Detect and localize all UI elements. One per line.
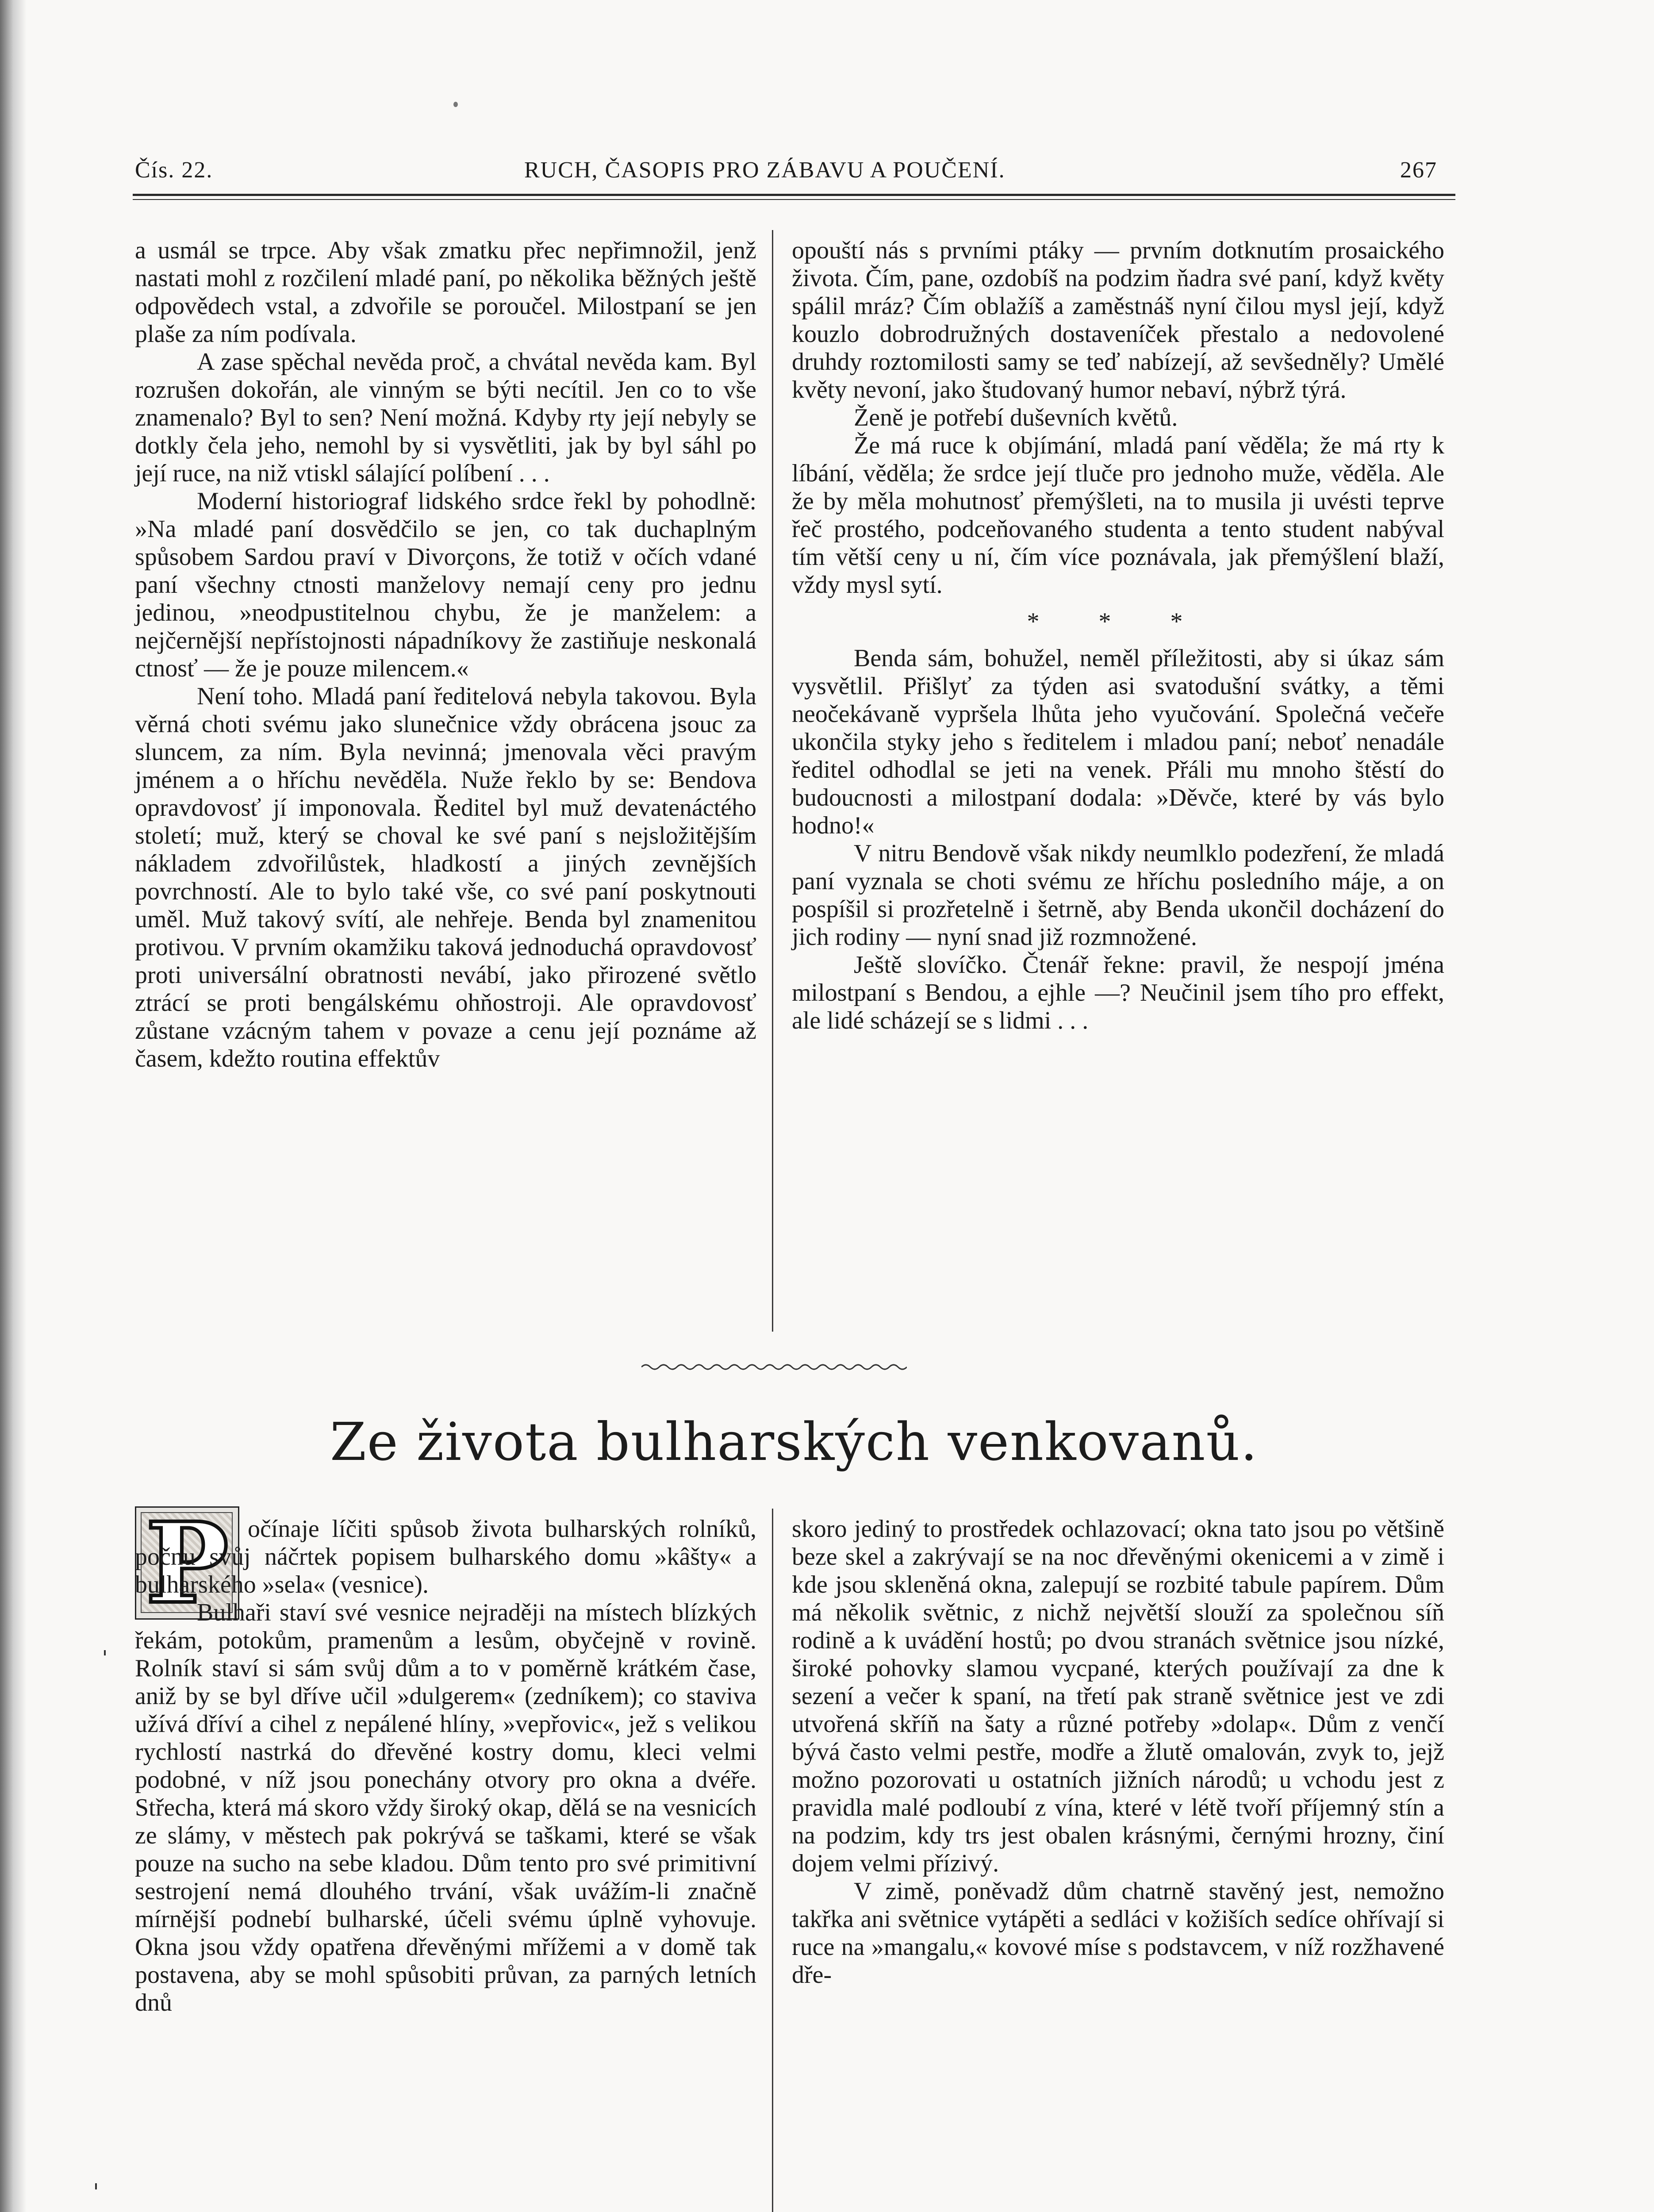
paragraph: A zase spěchal nevěda proč, a chvátal nevěda kam. Byl rozrušen dokořán, ale vinným se býti necítil. Jen co to vše znamenalo? Byl to sen? Není možná. Kdyby rty její nebyly se dotkly čela jeho, nemohl by si vysvětliti, jak by byl sáhl po její ruce, na niž vtiskl sálající políbení . . . xyxy=(135,348,756,487)
section-separator: * * * xyxy=(1027,608,1209,635)
initial-letter: P xyxy=(146,1498,229,1628)
page-edge-shadow xyxy=(0,0,27,2212)
article-column-left xyxy=(135,1515,756,2017)
header-rule-thick xyxy=(133,194,1455,196)
paragraph: Není toho. Mladá paní ředitelová nebyla takovou. Byla věrná choti svému jako slunečnice vždy obrácena jsouc za sluncem, za ním. Byla nevinná; jmenovala věci pravým jménem a o hříchu nevěděla. Nuže řeklo by se: Bendova opravdovosť jí imponovala. Ředitel byl muž devatenáctého století; muž, který se choval ke své paní s nejsložitějším nákladem zdvořilůstek, hladkostí a jiných zevnějších povrchností. Ale to bylo také vše, co své paní poskytnouti uměl. Muž takový svítí, ale nehřeje. Benda byl znamenitou protivou. V prvním okamžiku taková jednoduchá opravdovosť proti universální obratnosti nevábí, jako přirozené světlo ztrácí se proti bengálskému ohňostroji. Ale opravdovosť zůstane vzácným tahem v povaze a cenu její poznáme až časem, kdežto routina effektův xyxy=(135,683,756,1072)
wavy-divider xyxy=(641,1360,907,1374)
paragraph: očínaje líčiti spůsob života bulharských rolníků, počnu svůj náčrtek popisem bulharského domu »kâšty« a bulharského »sela« (vesnice). xyxy=(135,1515,756,1598)
paragraph: a usmál se trpce. Aby však zmatku přec nepřimnožil, jenž nastati mohl z rozčilení mladé paní, po několika běžných ještě odpovědech vstal, a zdvořile se poroučel. Milostpaní se jen plaše za ním podívala. xyxy=(135,237,756,348)
page-number: 267 xyxy=(1400,157,1437,183)
print-speck xyxy=(453,102,458,107)
header-rule-thin xyxy=(133,199,1455,200)
story-column-left xyxy=(135,237,756,1073)
column-divider xyxy=(772,1509,773,2212)
running-header xyxy=(135,157,1437,188)
paragraph: skoro jediný to prostředek ochlazovací; okna tato jsou po většině beze skel a zakrývají se na noc dřevěnými okenicemi a v zimě i kde jsou skleněná okna, zalepují se rozbité tabule papírem. Dům má několik světnic, z nichž největší slouží za společnou síň rodině a k uvádění hostů; po dvou stranách světnice jsou nízké, široké pohovky slamou vycpané, kterých používají za dne k sezení a večer k spaní, na třetí pak straně světnice jest ve zdi utvořená skříň na šaty a různé potřeby »dolap«. Dům z venčí bývá často velmi pestře, modře a žlutě omalován, zvyk to, jejž možno pozorovati u ostatních jižních národů; u vchodu jest z pravidla malé podloubí z vína, které v létě tvoří příjemný stín a na podzim, kdy trs jest obalen krásnými, černými hrozny, činí dojem velmi přízivý. xyxy=(792,1515,1444,1877)
article-column-right xyxy=(792,1515,1444,1989)
paragraph: Ještě slovíčko. Čtenář řekne: pravil, že nespojí jména milostpaní s Bendou, a ejhle —? Neučinil jsem tího pro effekt, ale lidé scházejí se s lidmi . . . xyxy=(792,951,1444,1034)
paragraph: Ženě je potřebí duševních květů. xyxy=(854,404,1178,431)
paragraph: Bulhaři staví své vesnice nejraději na místech blízkých řekám, potokům, pramenům a lesům, obyčejně v rovině. Rolník staví si sám svůj dům a to v poměrně krátkém čase, aniž by se byl dříve učil »dulgerem« (zedníkem); co staviva užívá dříví a cihel z nepálené hlíny, »vepřovic«, jež s velikou rychlostí nastrká do dřevěné kostry domu, kleci velmi podobné, v níž jsou ponechány otvory pro okna a dvéře. Střecha, která má skoro vždy široký okap, dělá se na vesnicích ze slámy, v městech pak pokrývá se taškami, které se však pouze na sucho na sebe kladou. Dům tento pro své primitivní sestrojení nemá dlouhého trvání, však uvážím-li značně mírnější podnebí bulharské, účeli svému úplně vyhovuje. Okna jsou vždy opatřena dřevěnými mřížemi a v domě tak postavena, aby se mohl spůsobiti průvan, za parných letních dnů xyxy=(135,1599,756,2016)
paragraph: Moderní historiograf lidského srdce řekl by pohodlně: »Na mladé paní dosvědčilo se jen, co tak duchaplným spůsobem Sardou praví v Divorçons, že totiž v očích vdané paní všechny ctnosti manželovy nemají ceny pro jednu jedinou, »neodpustitelnou chybu, že je manželem: a nejčernější nepřístojnosti nápadníkovy že zastiňuje neskonalá ctnosť — že je pouze milencem.« xyxy=(135,488,756,682)
print-mark xyxy=(95,2183,97,2189)
story-column-right xyxy=(792,237,1444,1035)
paragraph: V nitru Bendově však nikdy neumlklo podezření, že mladá paní vyznala se choti svému ze hříchu posledního máje, a on pospíšil si prozřetelně i šetrně, aby Benda ukončil docházení do jich rodiny — nyní snad již rozmnožené. xyxy=(792,840,1444,951)
paragraph: opouští nás s prvními ptáky — prvním dotknutím prosaického života. Čím, pane, ozdobíš na podzim ňadra své paní, když květy spálil mráz? Čím oblažíš a zaměstnáš nyní čilou mysl její, když kouzlo dobrodružných dostaveníček přestalo a nedovolené druhdy roztomilosti samy se teď nabízejí, až sevšedněly? Umělé květy nevoní, jako študovaný humor nebaví, nýbrž týrá. xyxy=(792,237,1444,403)
paragraph: V zimě, poněvadž dům chatrně stavěný jest, nemožno takřka ani světnice vytápěti a sedláci v kožiších sedíce ohřívají si ruce na »mangalu,« kovové míse s podstavcem, v níž rozžhavené dře- xyxy=(792,1878,1444,1989)
column-divider xyxy=(772,230,773,1332)
paragraph: Že má ruce k objímání, mladá paní věděla; že má rty k líbání, věděla; že srdce její tluče pro jednoho muže, věděla. Ale že by měla mohutnosť přemýšleti, na to musila ji uvésti teprve řeč prostého, podceňovaného studenta a tento student nabýval tím větší ceny u ní, čím více poznávala, jak přemýšlení blaží, vždy mysl sytí. xyxy=(792,432,1444,599)
journal-title: RUCH, ČASOPIS PRO ZÁBAVU A POUČENÍ. xyxy=(524,157,1005,183)
issue-number: Čís. 22. xyxy=(135,157,213,183)
article-title: Ze života bulharských venkovanů. xyxy=(330,1411,1259,1472)
print-mark xyxy=(104,1650,106,1655)
paragraph: Benda sám, bohužel, neměl příležitosti, aby si úkaz sám vysvětlil. Přišlyť za týden asi svatodušní svátky, a těmi neočekávaně vypršela lhůta jeho vyučování. Společná večeře ukončila styky jeho s ředitelem i mladou paní; neboť nenadále ředitel odhodlal se jeti na venek. Přáli mu mnoho štěstí do budoucnosti a milostpaní dodala: »Děvče, které by vás bylo hodno!« xyxy=(792,645,1444,839)
